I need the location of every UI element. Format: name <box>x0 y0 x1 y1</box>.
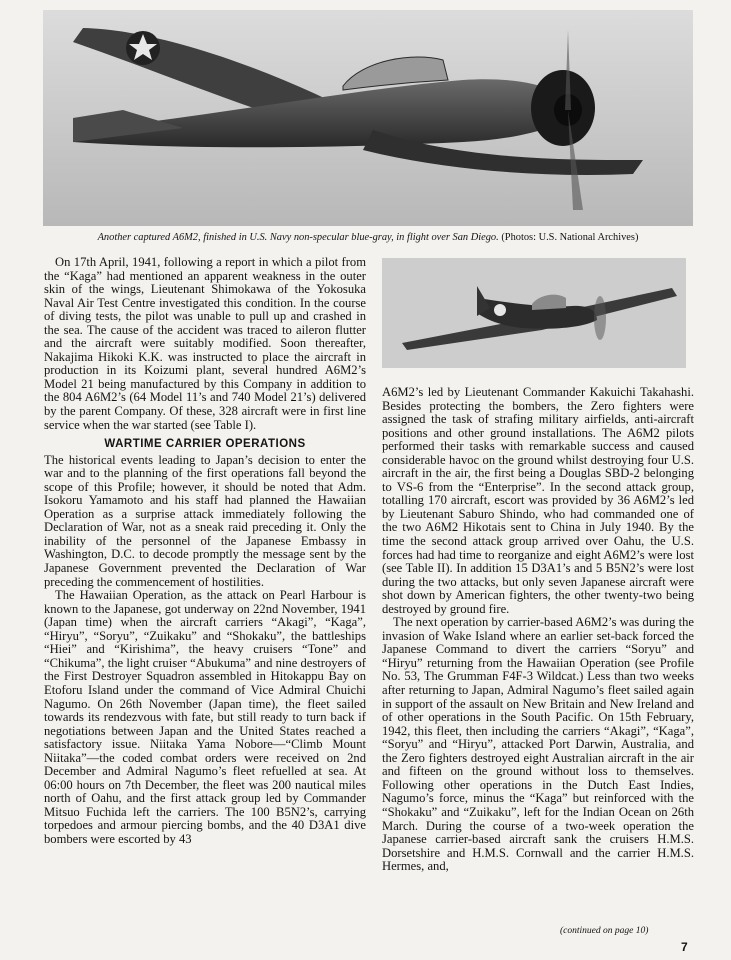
section-heading: WARTIME CARRIER OPERATIONS <box>104 438 306 451</box>
continued-note: (continued on page 10) <box>560 926 649 936</box>
aircraft-illustration <box>43 10 693 226</box>
left-paragraph-1: On 17th April, 1941, following a report in which a pilot from the “Kaga” had mentioned an apparent weakness in the outer skin of the wings, Lieutenant Shimokawa of the Yokosuka Naval Air Test Centre investigated this condition. In the course of diving tests, the pilot was unable to pull up and crashed in the sea. The cause of the accident was traced to aileron flutter and the aircraft were suitably modified. Soon thereafter, Nakajima Hikoki K.K. was instructed to place the aircraft in production in its Koizumi plant, several hundred A6M2’s Model 21 being manufactured by this Company in addition to the 804 A6M2’s (64 Model 11’s and 740 Model 21’s) delivered by the parent Company. Of these, 328 aircraft were in first line service when the war started (see Table I). <box>44 255 366 432</box>
top-photo-caption <box>43 232 693 243</box>
right-paragraph-2: The next operation by carrier-based A6M2’s was during the invasion of Wake Island where an earlier set-back forced the Japanese Command to divert the carriers “Soryu” and “Hiryu” returning from the Hawaiian Operation (see Profile No. 53, The Grumman F4F-3 Wildcat.) Less than two weeks after returning to Japan, Admiral Nagumo’s fleet sailed again in support of the assault on New Britain and New Ireland and of other operations in the South Pacific. On 15th February, 1942, this fleet, then including the carriers “Akagi”, “Kaga”, “Soryu” and “Hiryu”, attacked Port Darwin, Australia, and the Zero fighters destroyed eight Australian aircraft in the air and fifteen on the ground without loss to themselves. Following other operations in the Dutch East Indies, Nagumo’s force, minus the “Kaga” but reinforced with the “Shokaku” and “Zuikaku”, left for the Indian Ocean on 26th March. During the course of a two-week operation the Japanese carrier-based aircraft sank the cruisers H.M.S. Dorsetshire and H.M.S. Cornwall and the carrier H.M.S. Hermes, and, <box>382 615 694 874</box>
caption-text: Another captured A6M2, finished in U.S. Navy non-specular blue-gray, in flight over San Diego. <box>97 232 499 243</box>
right-paragraph-1: A6M2’s led by Lieutenant Commander Kakuichi Takahashi. Besides protecting the bombers, the Zero fighters were assigned the task of strafing military airfields, anti-aircraft positions and other ground installations. The A6M2 pilots performed their tasks with remarkable success and caused considerable havoc on the ground whilst destroying four U.S. aircraft in the air, the first being a Douglas SBD-2 belonging to VS-6 from the “Enterprise”. In the second attack group, totalling 170 aircraft, escort was provided by 36 A6M2’s led by Lieutenant Saburo Shindo, who had commanded one of the two A6M2 Hikotais sent to China in July 1940. By the time the second attack group arrived over Oahu, the U.S. forces had had time to reorganize and eight A6M2’s were lost (see Table II). In addition 15 D3A1’s and 5 B5N2’s were lost during the two attacks, but only seven Japanese aircraft were shot down by American fighters, the other twenty-two being destroyed by ground fire. <box>382 385 694 616</box>
page-number: 7 <box>681 940 688 954</box>
right-aircraft-photo <box>382 258 686 368</box>
caption-credit: (Photos: U.S. National Archives) <box>501 232 639 243</box>
left-paragraph-3: The Hawaiian Operation, as the attack on Pearl Harbour is known to the Japanese, got underway on 22nd November, 1941 (Japan time) when the aircraft carriers “Akagi”, “Kaga”, “Hiryu”, “Soryu”, “Zuikaku” and “Shokaku”, the battleships “Hiei” and “Kirishima”, the heavy cruisers “Tone” and “Chikuma”, the light cruiser “Abukuma” and nine destroyers of the First Destroyer Squadron assembled in Hitokappu Bay on Etoforu Island under the command of Vice Admiral Chuichi Nagumo. On 26th November (Japan time), the fleet sailed towards its rendezvous with fate, but still ready to turn back if negotiations between Japan and the United States reached a satisfactory issue. Niitaka Yama Nobore—“Climb Mount Niitaka”—the coded combat orders were received on 2nd December and Admiral Nagumo’s fleet refuelled at sea. At 06:00 hours on 7th December, the fleet was 200 nautical miles north of Oahu, and the first attack group led by Commander Mitsuo Fuchida left the carriers. The 100 B5N2’s, carrying torpedoes and armour piercing bombs, and the 40 D3A1 dive bombers were escorted by 43 <box>44 588 366 846</box>
left-column <box>44 256 366 847</box>
left-paragraph-2: The historical events leading to Japan’s decision to enter the war and to the planning of the first operations fall beyond the scope of this Profile; however, it should be noted that Adm. Isokoru Yamamoto and his staff had planned the Hawaiian Operation as a surprise attack immediately following the Declaration of War, not as a sneak raid preceding it. Only the inability of the personnel of the Japanese Embassy in Washington, D.C. to decode promptly the message sent by the Japanese Government prevented the Declaration of War preceding the commencement of hostilities. <box>44 452 366 589</box>
top-aircraft-photo <box>43 10 693 226</box>
aircraft-small-illustration <box>382 258 686 368</box>
right-column <box>382 386 694 874</box>
